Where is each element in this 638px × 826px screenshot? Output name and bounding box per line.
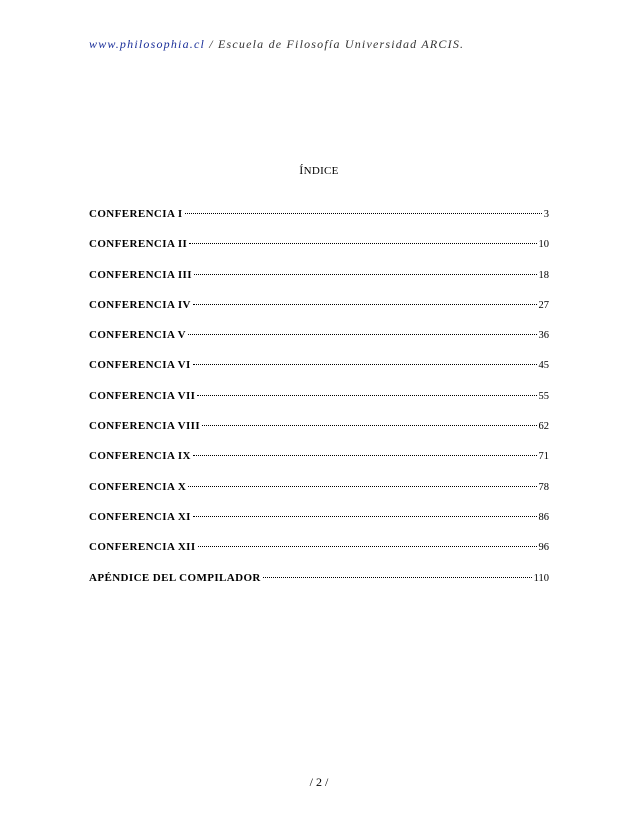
toc-leader-dots [188, 486, 536, 487]
header-school: / Escuela de Filosofía Universidad ARCIS. [205, 37, 465, 51]
toc-entry-page: 10 [538, 239, 549, 251]
toc-entry-conferencia-v[interactable] [89, 329, 549, 359]
toc-entry-page: 36 [538, 330, 549, 342]
page-header [89, 37, 464, 52]
toc-leader-dots [263, 577, 532, 578]
toc-entry-label: CONFERENCIA IX [89, 450, 191, 463]
page-number: / 2 / [309, 775, 329, 789]
toc-entry-page: 45 [538, 360, 549, 372]
toc-leader-dots [202, 425, 536, 426]
toc-leader-dots [193, 304, 537, 305]
toc-entry-conferencia-viii[interactable] [89, 420, 549, 450]
toc-entry-page: 78 [538, 481, 549, 493]
toc-entry-page: 71 [538, 451, 549, 463]
toc-entry-conferencia-ii[interactable] [89, 238, 549, 268]
toc-entry-label: CONFERENCIA VII [89, 389, 196, 402]
title-rest: NDICE [303, 165, 339, 177]
toc-entry-page: 55 [538, 390, 549, 402]
toc-entry-label: CONFERENCIA XI [89, 510, 191, 523]
toc-leader-dots [197, 395, 536, 396]
toc-entry-page: 110 [533, 572, 549, 584]
toc-entry-page: 3 [543, 209, 549, 220]
toc-entry-label: CONFERENCIA IV [89, 298, 191, 311]
title-initial: Í [299, 163, 304, 177]
toc-entry-label: APÉNDICE DEL COMPILADOR [89, 571, 261, 584]
page-title [0, 163, 638, 178]
toc-entry-label: CONFERENCIA XII [89, 541, 196, 554]
toc-leader-dots [189, 243, 536, 244]
toc-entry-conferencia-vii[interactable] [89, 390, 549, 420]
toc-entry-label: CONFERENCIA X [89, 480, 187, 493]
toc-entry-conferencia-ix[interactable] [89, 450, 549, 480]
toc-entry-conferencia-i[interactable] [89, 208, 549, 238]
toc-entry-page: 27 [538, 299, 549, 311]
toc-entry-label: CONFERENCIA III [89, 268, 192, 281]
toc-leader-dots [193, 516, 537, 517]
toc-entry-apendice[interactable] [89, 572, 549, 602]
toc-entry-label: CONFERENCIA I [89, 208, 183, 220]
toc-entry-conferencia-iii[interactable] [89, 269, 549, 299]
toc-entry-conferencia-vi[interactable] [89, 359, 549, 389]
toc-entry-page: 96 [538, 542, 549, 554]
toc-leader-dots [185, 213, 542, 214]
toc-leader-dots [198, 546, 537, 547]
toc-entry-page: 62 [538, 421, 549, 433]
toc-leader-dots [193, 364, 537, 365]
toc-entry-label: CONFERENCIA II [89, 238, 188, 251]
toc-leader-dots [193, 455, 537, 456]
toc-entry-label: CONFERENCIA VI [89, 359, 191, 372]
toc-entry-label: CONFERENCIA V [89, 329, 186, 342]
toc-leader-dots [188, 334, 537, 335]
header-site-link[interactable]: www.philosophia.cl [89, 37, 206, 51]
toc-entry-conferencia-iv[interactable] [89, 299, 549, 329]
toc-entry-page: 86 [538, 511, 549, 523]
toc-entry-page: 18 [538, 269, 549, 281]
toc-entry-label: CONFERENCIA VIII [89, 420, 201, 433]
toc-entry-conferencia-xii[interactable] [89, 541, 549, 571]
toc-entry-conferencia-xi[interactable] [89, 511, 549, 541]
toc-leader-dots [194, 274, 537, 275]
toc-entry-conferencia-x[interactable] [89, 481, 549, 511]
table-of-contents [89, 208, 549, 602]
